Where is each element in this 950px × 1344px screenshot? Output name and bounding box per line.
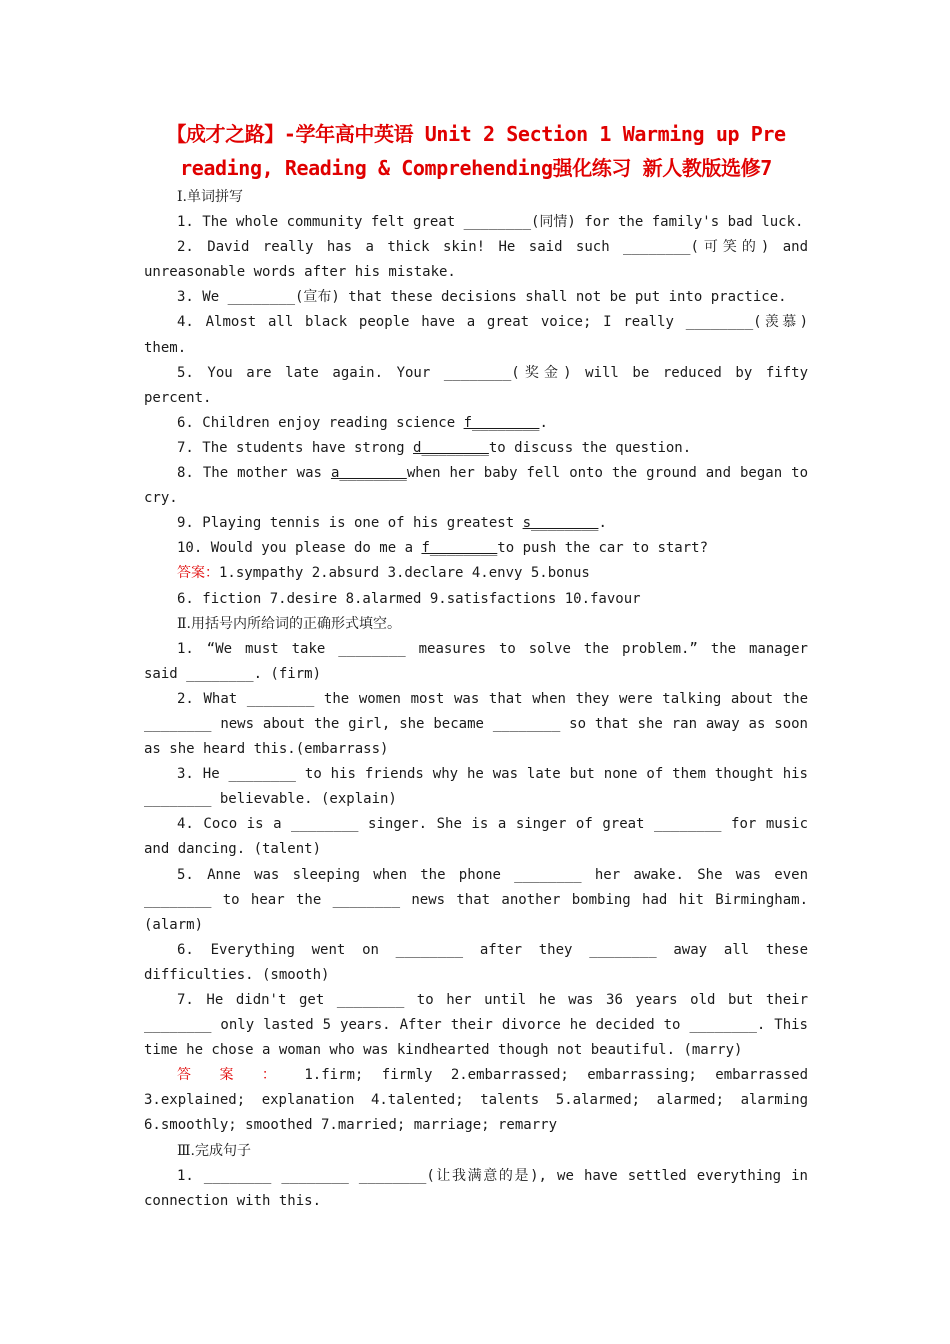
answers-2-line-3: 6.smoothly; smoothed 7.married; marriage; remarry: [144, 1117, 558, 1134]
q9-text: 9. Playing tennis is one of his greatest: [177, 515, 523, 532]
question-1-1: 1. The whole community felt great ________(同情) for the family's bad luck.: [177, 214, 804, 231]
answers-1-line-1: 1.sympathy 2.absurd 3.declare 4.envy 5.bonus: [219, 565, 590, 582]
q8-hint: a________: [330, 465, 407, 482]
q9-hint: s________: [522, 515, 599, 532]
answer-label: 答案：: [177, 565, 219, 582]
answer-label-2: 答 案 ：: [177, 1067, 286, 1084]
question-1-8: [144, 461, 808, 486]
question-2-5: 5. Anne was sleeping when the phone ________ her awake. She was even: [177, 866, 808, 883]
question-1-5-cont: percent.: [144, 389, 212, 406]
question-1-2-cont: unreasonable words after his mistake.: [144, 264, 456, 281]
q8-text: 8. The mother was: [177, 465, 331, 482]
question-1-9: [144, 511, 808, 536]
question-3-1: 1. ________ ________ ________(让我满意的是), we have settled everything in: [177, 1167, 808, 1184]
question-2-7-cont2: time he chose a woman who was kindhearted though not beautiful. (marry): [144, 1042, 743, 1059]
q7-text: 7. The students have strong: [177, 439, 414, 456]
q8-end: when her baby fell onto the ground and began to: [406, 465, 808, 482]
answers-2: [144, 1063, 808, 1088]
document-title: [144, 118, 808, 185]
question-1-8-cont: cry.: [144, 490, 178, 507]
question-3-1-cont: connection with this.: [144, 1192, 322, 1209]
answers-1: [144, 561, 808, 586]
title-line-2: reading, Reading & Comprehending强化练习 新人教版选修7: [180, 155, 772, 180]
q6-text: 6. Children enjoy reading science: [177, 414, 464, 431]
question-2-5-cont2: (alarm): [144, 916, 204, 933]
question-2-2-cont2: as she heard this.(embarrass): [144, 741, 389, 758]
q6-hint: f________: [463, 414, 540, 431]
section-heading-1: Ⅰ.单词拼写: [177, 189, 243, 205]
question-1-10: [144, 536, 808, 561]
question-1-5: 5. You are late again. Your ________(奖金) will be reduced by fifty: [177, 364, 808, 381]
question-1-6: [144, 411, 808, 436]
q10-end: to push the car to start?: [497, 540, 709, 557]
question-1-7: [144, 436, 808, 461]
question-2-1: 1. “We must take ________ measures to solve the problem.” the manager: [177, 640, 808, 657]
question-2-3: 3. He ________ to his friends why he was late but none of them thought his: [177, 766, 808, 783]
answers-1-line-2: 6. fiction 7.desire 8.alarmed 9.satisfactions 10.favour: [177, 590, 641, 607]
section-heading-2: Ⅱ.用括号内所给词的正确形式填空。: [177, 615, 401, 632]
question-2-2-cont: ________ news about the girl, she became ________ so that she ran away as soon: [144, 715, 808, 732]
question-2-5-cont: ________ to hear the ________ news that another bombing had hit Birmingham.: [144, 891, 808, 908]
question-2-2: 2. What ________ the women most was that when they were talking about the: [177, 690, 808, 707]
answers-2-line-2: 3.explained; explanation 4.talented; talents 5.alarmed; alarmed; alarming: [144, 1092, 808, 1109]
section-heading-3: Ⅲ.完成句子: [177, 1142, 251, 1159]
question-2-3-cont: ________ believable. (explain): [144, 791, 397, 808]
q10-hint: f________: [421, 540, 498, 557]
q7-hint: d________: [413, 439, 489, 456]
title-line-1: 【成才之路】-学年高中英语 Unit 2 Section 1 Warming up Pre: [166, 122, 786, 146]
question-1-4: 4. Almost all black people have a great voice; I really ________(羡慕): [177, 314, 808, 331]
question-2-7-cont: ________ only lasted 5 years. After their divorce he decided to ________. This: [144, 1017, 808, 1034]
question-2-4-cont: and dancing. (talent): [144, 841, 322, 858]
q10-text: 10. Would you please do me a: [177, 540, 422, 557]
question-2-7: 7. He didn't get ________ to her until he was 36 years old but their: [177, 992, 808, 1008]
document-page: [144, 118, 808, 1214]
question-1-2: 2. David really has a thick skin! He said such ________(可笑的) and: [177, 239, 808, 256]
q9-end: .: [598, 515, 607, 532]
q7-end: to discuss the question.: [488, 439, 692, 456]
question-2-1-cont: said ________. (firm): [144, 665, 322, 682]
question-1-4-cont: them.: [144, 339, 187, 356]
question-2-4: 4. Coco is a ________ singer. She is a singer of great ________ for music: [177, 816, 808, 833]
q6-end: .: [539, 414, 548, 431]
question-2-6-cont: difficulties. (smooth): [144, 966, 330, 983]
question-2-6: 6. Everything went on ________ after they ________ away all these: [177, 941, 808, 958]
answers-2-line-1: 1.firm; firmly 2.embarrassed; embarrassing; embarrassed: [285, 1067, 808, 1084]
question-1-3: 3. We ________(宣布) that these decisions shall not be put into practice.: [177, 289, 787, 306]
